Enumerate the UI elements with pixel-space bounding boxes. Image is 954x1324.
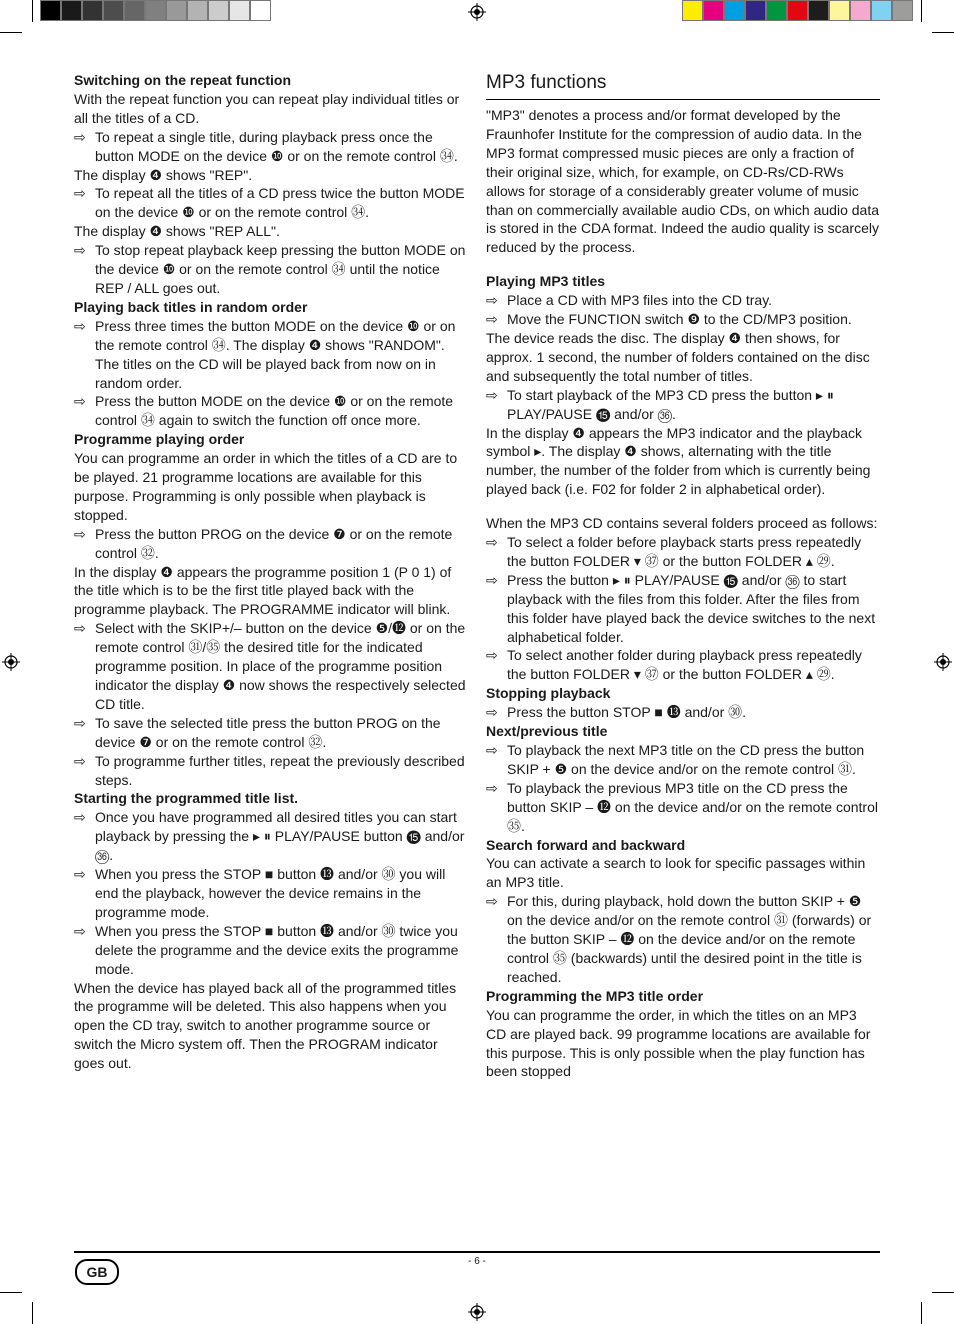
instruction-step — [486, 533, 880, 571]
step-text: Move the FUNCTION switch ❾ to the CD/MP3 position. — [507, 311, 852, 328]
arrow-right-icon: ⇨ — [74, 185, 86, 202]
instruction-step — [74, 184, 470, 222]
arrow-right-icon: ⇨ — [74, 128, 86, 145]
color-swatch — [829, 0, 850, 21]
paragraph: In the display ❹ appears the programme position 1 (P 0 1) of the title which is to be the first title played back with the programme playback. The PROGRAMME indicator will blink. — [74, 563, 452, 618]
arrow-right-icon: ⇨ — [74, 242, 86, 259]
paragraph: You can activate a search to look for specific passages within an MP3 title. — [486, 855, 866, 891]
paragraph: The device reads the disc. The display ❹ then shows, for approx. 1 second, the number of folders contained on the disc and subsequently the total number of titles. — [486, 329, 870, 384]
paragraph: With the repeat function you can repeat play individual titles or all the titles of a CD. — [74, 90, 460, 126]
paragraph: The display ❹ shows "REP". — [74, 166, 253, 183]
color-swatch — [703, 0, 724, 21]
arrow-right-icon: ⇨ — [486, 647, 498, 664]
arrow-right-icon: ⇨ — [486, 571, 498, 588]
arrow-right-icon: ⇨ — [486, 386, 498, 403]
step-text: Press three times the button MODE on the device ❿ or on the remote control ㉞. The display ❹ shows "RANDOM". The titles on the CD will be played back from now on in random order. — [95, 317, 456, 391]
instruction-step — [74, 525, 470, 563]
instruction-step — [74, 714, 470, 752]
instruction-step — [74, 619, 470, 714]
step-text: To repeat a single title, during playback press once the button MODE on the device ❿ or on the remote control ㉞. — [95, 128, 458, 164]
section-heading: Stopping playback — [486, 685, 611, 702]
section-heading: Playing MP3 titles — [486, 273, 606, 290]
step-text: Press the button STOP ■ ⓭ and/or ㉚. — [507, 704, 747, 721]
step-text: To select another folder during playback press repeatedly the button FOLDER ▾ ㊲ or the button FOLDER ▴ ㉙. — [507, 647, 862, 683]
instruction-step — [74, 241, 470, 298]
footer-rule — [74, 1251, 880, 1253]
color-swatch — [850, 0, 871, 21]
color-swatch — [229, 0, 250, 21]
color-swatch — [103, 0, 124, 21]
step-text: When you press the STOP ■ button ⓭ and/or ㉚ twice you delete the programme and the device exits the programme mode. — [95, 922, 459, 977]
color-swatch — [124, 0, 145, 21]
crop-mark — [32, 0, 33, 22]
crop-mark — [0, 1292, 22, 1293]
arrow-right-icon: ⇨ — [486, 292, 498, 309]
color-swatch — [82, 0, 103, 21]
page-number: - 6 - — [468, 1256, 486, 1267]
arrow-right-icon: ⇨ — [486, 893, 498, 910]
section-title: MP3 functions — [486, 71, 880, 100]
instruction-step — [486, 703, 880, 722]
language-badge: GB — [75, 1259, 119, 1285]
color-swatch — [250, 0, 271, 21]
section-heading: Programme playing order — [74, 431, 245, 448]
color-swatch — [166, 0, 187, 21]
crop-mark — [921, 1302, 922, 1324]
instruction-step — [74, 317, 470, 393]
paragraph: "MP3" denotes a process and/or format developed by the Fraunhofer Institute for the compression of audio data. In the MP3 format compressed music pieces are only a fraction of their original size, which, for example, on CD-Rs/CD-RWs allows for storage of a considerably greater volume of music than on commercially available audio CDs, on which audio data is stored in the CDA format. Indeed the audio quality is scarcely reduced by the process. — [486, 107, 879, 256]
color-swatch — [871, 0, 892, 21]
step-text: Press the button ▸ ⏸ PLAY/PAUSE ⓯ and/or ㊱ to start playback with the files from this folder. After the files from this folder have played back the device switches to the next alphabetical folder. — [507, 571, 876, 645]
left-column — [74, 71, 470, 1073]
instruction-step — [74, 752, 470, 790]
section-heading: Next/previous title — [486, 723, 608, 740]
instruction-step — [74, 922, 470, 979]
arrow-right-icon: ⇨ — [74, 620, 86, 637]
instruction-step — [486, 386, 880, 424]
section-heading: Programming the MP3 title order — [486, 987, 704, 1004]
color-swatch — [808, 0, 829, 21]
arrow-right-icon: ⇨ — [486, 704, 498, 721]
paragraph: You can programme an order in which the titles of a CD are to be played. 21 programme locations are available for this purpose. Programming is only possible when playback is stopped. — [74, 450, 458, 523]
section-heading: Search forward and backward — [486, 836, 686, 853]
color-swatch — [208, 0, 229, 21]
instruction-step — [486, 291, 880, 310]
arrow-right-icon: ⇨ — [74, 866, 86, 883]
instruction-step — [486, 892, 880, 987]
instruction-step — [74, 865, 470, 922]
paragraph: In the display ❹ appears the MP3 indicator and the playback symbol ▸. The display ❹ shows, alternating with the title number, the number of the folder from which is currently being played back (i.e. F02 for folder 2 in alphabetical order). — [486, 424, 871, 498]
instruction-step — [74, 808, 470, 865]
paragraph: When the device has played back all of the programmed titles the programme will be deleted. This also happens when you open the CD tray, switch to another programme source or switch the Micro system off. Then the PROGRAM indicator goes out. — [74, 979, 457, 1072]
arrow-right-icon: ⇨ — [486, 534, 498, 551]
right-column — [486, 71, 880, 1081]
step-text: To select a folder before playback starts press repeatedly the button FOLDER ▾ ㊲ or the button FOLDER ▴ ㉙. — [507, 534, 862, 569]
color-swatch — [40, 0, 61, 21]
paragraph: The display ❹ shows "REP ALL". — [74, 223, 280, 240]
section-heading: Playing back titles in random order — [74, 298, 308, 315]
crop-mark — [0, 32, 22, 33]
color-swatch — [745, 0, 766, 21]
step-text: To repeat all the titles of a CD press twice the button MODE on the device ❿ or on the remote control ㉞. — [95, 185, 465, 221]
step-text: Once you have programmed all desired titles you can start playback by pressing the ▸ ⏸ PLAY/PAUSE button ⓯ and/or ㊱. — [95, 809, 465, 864]
crop-mark — [32, 1302, 33, 1324]
arrow-right-icon: ⇨ — [74, 393, 86, 410]
arrow-right-icon: ⇨ — [74, 752, 86, 769]
right-column-body — [486, 106, 880, 1081]
arrow-right-icon: ⇨ — [74, 922, 86, 939]
arrow-right-icon: ⇨ — [74, 809, 86, 826]
step-text: Press the button PROG on the device ❼ or on the remote control ㉜. — [95, 525, 453, 561]
instruction-step — [486, 571, 880, 647]
crop-mark — [932, 32, 954, 33]
section-heading: Switching on the repeat function — [74, 72, 291, 88]
arrow-right-icon: ⇨ — [486, 779, 498, 796]
arrow-right-icon: ⇨ — [74, 525, 86, 542]
step-text: To programme further titles, repeat the previously described steps. — [95, 752, 465, 788]
arrow-right-icon: ⇨ — [486, 742, 498, 758]
crop-mark — [921, 0, 922, 22]
step-text: To playback the previous MP3 title on the CD press the button SKIP – ⓬ on the device and/or on the remote control ㉟. — [507, 779, 878, 834]
step-text: To start playback of the MP3 CD press the button ▸ ⏸ PLAY/PAUSE ⓯ and/or ㊱. — [507, 386, 834, 422]
registration-mark-icon — [468, 1303, 486, 1321]
color-swatch — [682, 0, 703, 21]
registration-mark-icon — [468, 3, 486, 21]
color-swatch — [145, 0, 166, 21]
color-swatch — [724, 0, 745, 21]
registration-mark-icon — [934, 653, 952, 671]
instruction-step — [486, 310, 880, 329]
color-swatch — [787, 0, 808, 21]
step-text: To playback the next MP3 title on the CD press the button SKIP + ❺ on the device and/or on the remote control ㉛. — [507, 742, 865, 777]
arrow-right-icon: ⇨ — [74, 317, 86, 334]
registration-mark-icon — [2, 653, 20, 671]
step-text: When you press the STOP ■ button ⓭ and/or ㉚ you will end the playback, however the device remains in the programme mode. — [95, 866, 446, 920]
arrow-right-icon: ⇨ — [74, 714, 86, 731]
color-swatch — [187, 0, 208, 21]
color-swatch — [892, 0, 913, 21]
color-calibration-bar — [682, 0, 913, 22]
step-text: To save the selected title press the button PROG on the device ❼ or on the remote control ㉜. — [95, 714, 441, 750]
instruction-step — [74, 392, 470, 430]
step-text: Select with the SKIP+/– button on the device ❺/⓬ or on the remote control ㉛/㉟ the desired title for the indicated programme position. In place of the programme position indicator the display ❹ now shows the respectively selected CD title. — [95, 620, 466, 712]
instruction-step — [74, 128, 470, 166]
crop-mark — [932, 1292, 954, 1293]
paragraph: You can programme the order, in which the titles on an MP3 CD are played back. 99 programme locations are available for this purpose. This is only possible when the play function has been stopped — [486, 1006, 871, 1080]
instruction-step — [486, 779, 880, 836]
step-text: For this, during playback, hold down the button SKIP + ❺ on the device and/or on the remote control ㉛ (forwards) or the button SKIP – ⓬ on the device and/or on the remote control ㉟ (backwards) until the desired point in the title is reached. — [507, 893, 872, 985]
instruction-step — [486, 741, 880, 779]
color-swatch — [766, 0, 787, 21]
step-text: To stop repeat playback keep pressing the button MODE on the device ❿ or on the remote control ㉞ until the notice REP / ALL goes out. — [95, 242, 466, 296]
grey-scale-bar — [40, 0, 271, 22]
section-heading: Starting the programmed title list. — [74, 790, 299, 807]
step-text: Place a CD with MP3 files into the CD tray. — [507, 292, 773, 309]
arrow-right-icon: ⇨ — [486, 311, 498, 328]
step-text: Press the button MODE on the device ❿ or on the remote control ㉞ again to switch the function off once more. — [95, 393, 454, 429]
color-swatch — [61, 0, 82, 21]
paragraph: When the MP3 CD contains several folders proceed as follows: — [486, 515, 878, 532]
instruction-step — [486, 646, 880, 684]
